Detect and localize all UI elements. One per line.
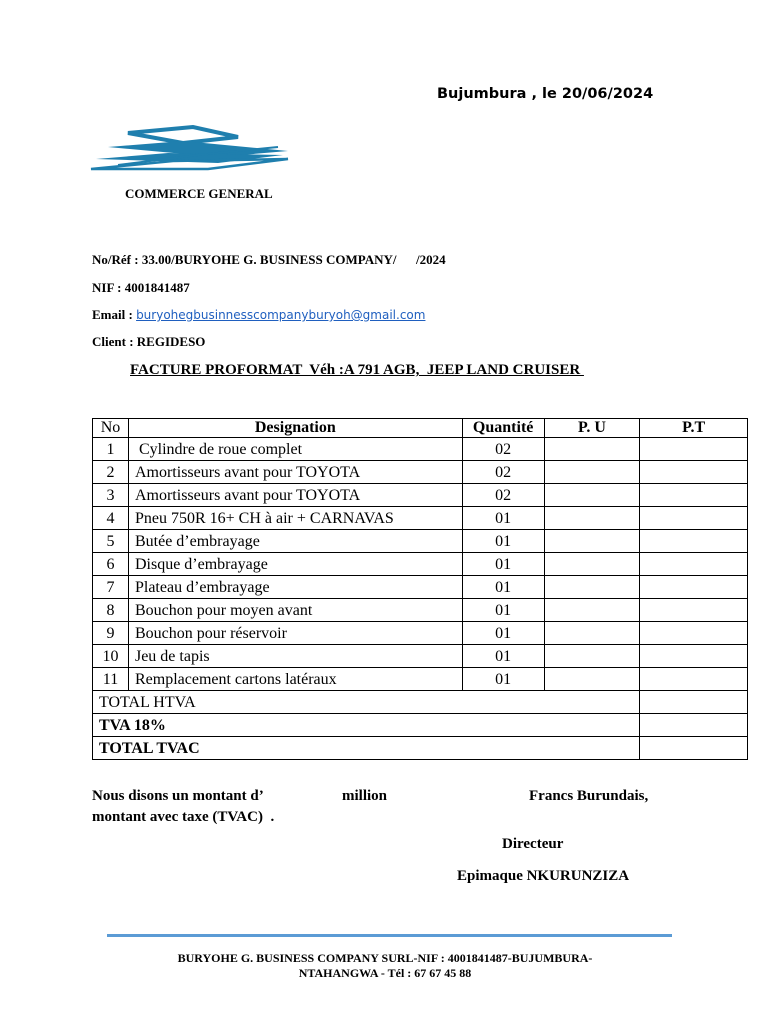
row-number: 8 xyxy=(93,599,129,622)
row-total-price xyxy=(640,553,748,576)
row-total-price xyxy=(640,484,748,507)
row-total-price xyxy=(640,599,748,622)
table-header-row xyxy=(93,419,748,438)
reference-line xyxy=(92,252,446,268)
row-number: 3 xyxy=(93,484,129,507)
amount-text-part2: million xyxy=(342,788,388,804)
table-row xyxy=(93,484,748,507)
header-total-price: P.T xyxy=(640,419,748,438)
row-unit-price xyxy=(544,530,640,553)
row-total-price xyxy=(640,622,748,645)
client-label: Client : xyxy=(92,334,134,349)
row-unit-price xyxy=(544,668,640,691)
row-total-price xyxy=(640,530,748,553)
row-number: 6 xyxy=(93,553,129,576)
row-number: 10 xyxy=(93,645,129,668)
footer-line-1: BURYOHE G. BUSINESS COMPANY SURL-NIF : 4001841487-BUJUMBURA- xyxy=(177,951,593,965)
total-tvac-value xyxy=(640,737,748,760)
header-no: No xyxy=(93,419,129,438)
row-quantity: 01 xyxy=(462,668,544,691)
row-number: 9 xyxy=(93,622,129,645)
nif-line xyxy=(92,280,190,296)
table-row xyxy=(93,530,748,553)
row-number: 11 xyxy=(93,668,129,691)
table-row xyxy=(93,645,748,668)
row-designation: Butée d’embrayage xyxy=(128,530,462,553)
row-quantity: 01 xyxy=(462,645,544,668)
table-row xyxy=(93,507,748,530)
items-table xyxy=(92,418,748,760)
signer-role: Directeur xyxy=(502,836,564,852)
email-label: Email : xyxy=(92,307,133,322)
row-quantity: 01 xyxy=(462,553,544,576)
table-row xyxy=(93,438,748,461)
tva-row xyxy=(93,714,748,737)
row-unit-price xyxy=(544,484,640,507)
row-number: 5 xyxy=(93,530,129,553)
client-line xyxy=(92,334,205,350)
row-total-price xyxy=(640,461,748,484)
row-quantity: 01 xyxy=(462,576,544,599)
row-number: 1 xyxy=(93,438,129,461)
row-quantity: 01 xyxy=(462,599,544,622)
row-designation: Amortisseurs avant pour TOYOTA xyxy=(128,461,462,484)
table-row xyxy=(93,668,748,691)
email-link[interactable]: buryohegbusinnesscompanyburyoh@gmail.com xyxy=(136,308,426,322)
row-total-price xyxy=(640,668,748,691)
nif-value: 4001841487 xyxy=(124,280,190,295)
client-value: REGIDESO xyxy=(136,334,206,349)
total-htva-value xyxy=(640,691,748,714)
amount-text-part3: Francs Burundais, xyxy=(529,788,649,804)
amount-in-words xyxy=(92,786,692,828)
reference-label: No/Réf : xyxy=(92,252,139,267)
table-row xyxy=(93,553,748,576)
row-unit-price xyxy=(544,622,640,645)
table-row xyxy=(93,622,748,645)
row-quantity: 01 xyxy=(462,530,544,553)
row-unit-price xyxy=(544,438,640,461)
row-designation: Bouchon pour réservoir xyxy=(128,622,462,645)
row-designation: Pneu 750R 16+ CH à air + CARNAVAS xyxy=(128,507,462,530)
row-designation: Amortisseurs avant pour TOYOTA xyxy=(128,484,462,507)
row-designation: Bouchon pour moyen avant xyxy=(128,599,462,622)
row-designation: Jeu de tapis xyxy=(128,645,462,668)
row-number: 4 xyxy=(93,507,129,530)
header-unit-price: P. U xyxy=(544,419,640,438)
total-htva-label: TOTAL HTVA xyxy=(93,691,640,714)
row-unit-price xyxy=(544,645,640,668)
row-unit-price xyxy=(544,461,640,484)
row-unit-price xyxy=(544,599,640,622)
header-designation: Designation xyxy=(128,419,462,438)
row-number: 7 xyxy=(93,576,129,599)
row-designation: Disque d’embrayage xyxy=(128,553,462,576)
row-quantity: 02 xyxy=(462,461,544,484)
total-tvac-label: TOTAL TVAC xyxy=(93,737,640,760)
total-tvac-row xyxy=(93,737,748,760)
amount-text-line2: montant avec taxe (TVAC) . xyxy=(92,809,275,825)
footer xyxy=(120,951,650,981)
company-tagline: COMMERCE GENERAL xyxy=(125,186,273,201)
row-designation: Plateau d’embrayage xyxy=(128,576,462,599)
row-quantity: 02 xyxy=(462,438,544,461)
tva-value xyxy=(640,714,748,737)
footer-divider xyxy=(107,934,672,937)
reference-value: 33.00/BURYOHE G. BUSINESS COMPANY/ /2024 xyxy=(141,252,446,267)
row-total-price xyxy=(640,507,748,530)
total-htva-row xyxy=(93,691,748,714)
row-unit-price xyxy=(544,553,640,576)
row-unit-price xyxy=(544,507,640,530)
row-total-price xyxy=(640,438,748,461)
row-designation: Remplacement cartons latéraux xyxy=(128,668,462,691)
row-total-price xyxy=(640,576,748,599)
row-quantity: 01 xyxy=(462,622,544,645)
signer-name: Epimaque NKURUNZIZA xyxy=(457,868,630,884)
row-number: 2 xyxy=(93,461,129,484)
invoice-title: FACTURE PROFORMAT Véh :A 791 AGB, JEEP LAND CRUISER xyxy=(130,362,584,378)
row-quantity: 02 xyxy=(462,484,544,507)
row-designation: Cylindre de roue complet xyxy=(128,438,462,461)
table-row xyxy=(93,461,748,484)
email-line xyxy=(92,307,425,323)
papers-stack-icon xyxy=(88,125,293,175)
document-date: Bujumbura , le 20/06/2024 xyxy=(437,86,654,102)
row-unit-price xyxy=(544,576,640,599)
header-quantity: Quantité xyxy=(462,419,544,438)
table-row xyxy=(93,576,748,599)
tva-label: TVA 18% xyxy=(93,714,640,737)
amount-text-part1: Nous disons un montant d’ xyxy=(92,788,264,804)
nif-label: NIF : xyxy=(92,280,122,295)
row-total-price xyxy=(640,645,748,668)
footer-line-2: NTAHANGWA - Tél : 67 67 45 88 xyxy=(298,966,472,980)
row-quantity: 01 xyxy=(462,507,544,530)
table-row xyxy=(93,599,748,622)
